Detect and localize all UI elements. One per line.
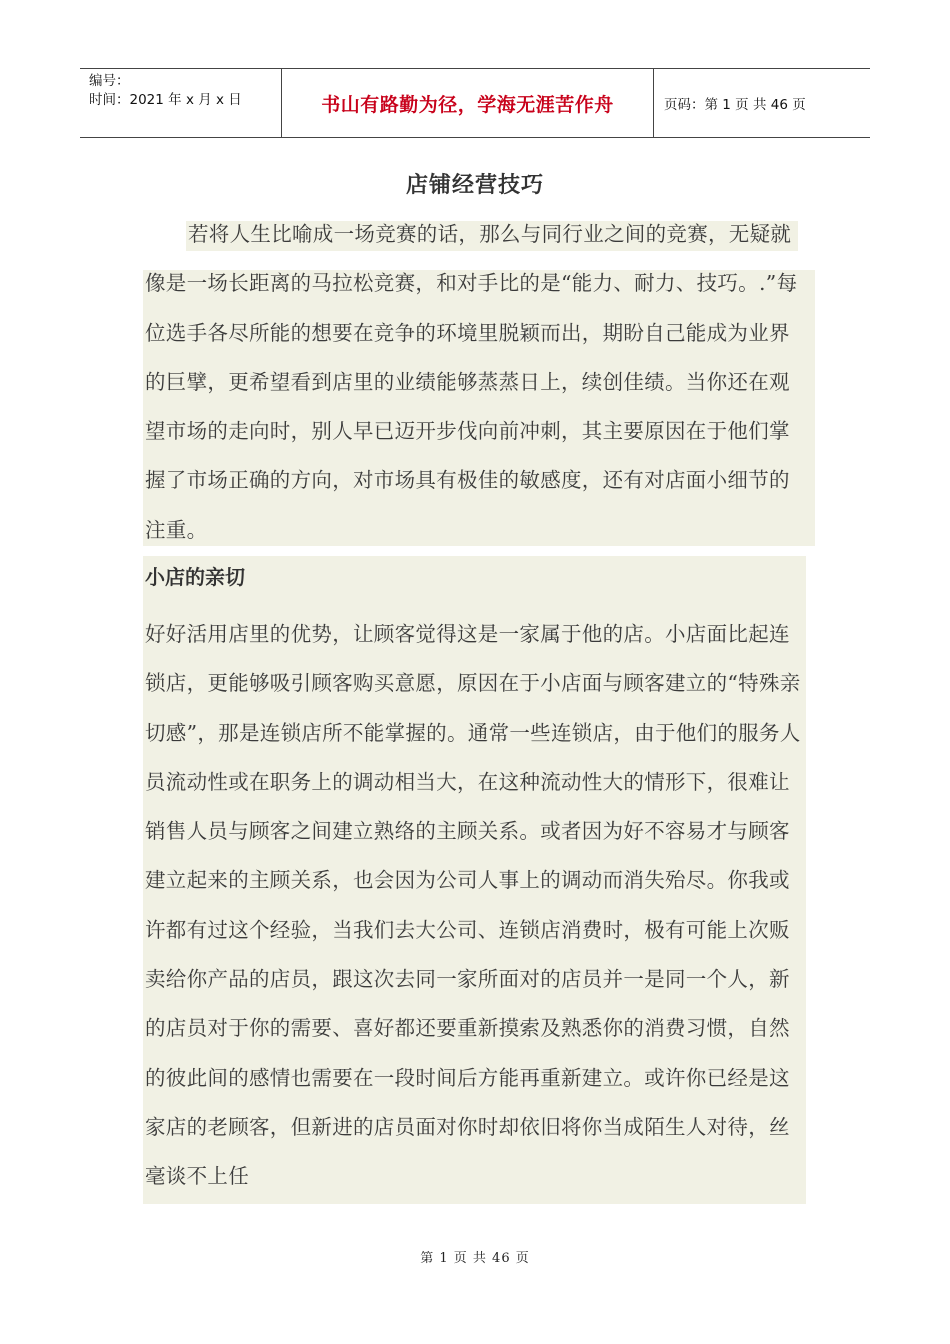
document-title: 店铺经营技巧 [405, 173, 544, 198]
header-page-info: 页码：第 1 页 共 46 页 [664, 97, 806, 113]
section-heading: 小店的亲切 [145, 565, 245, 589]
document-number-label: 编号： [89, 73, 130, 89]
header-motto: 书山有路勤为径，学海无涯苦作舟 [282, 69, 654, 137]
page-footer: 第 1 页 共 46 页 [420, 1251, 530, 1266]
header-meta [80, 69, 282, 137]
page-header [80, 68, 870, 138]
intro-paragraph: 若将人生比喻成一场竞赛的话，那么与同行业之间的竞赛，无疑就像是一场长距离的马拉松竞赛，和对手比的是“能力、耐力、技巧。.”每位选手各尽所能的想要在竞争的环境里脱颖而出，期盼自己能成为业界的巨擘，更希望看到店里的业绩能够蒸蒸日上，续创佳绩。当你还在观望市场的走向时，别人早已迈开步伐向前冲刺，其主要原因在于他们掌握了市场正确的方向，对市场具有极佳的敏感度，还有对店面小细节的注重。 [145, 222, 798, 542]
body-paragraph: 好好活用店里的优势，让顾客觉得这是一家属于他的店。小店面比起连锁店，更能够吸引顾客购买意愿，原因在于小店面与顾客建立的“特殊亲切感”，那是连锁店所不能掌握的。通常一些连锁店，由于他们的服务人员流动性或在职务上的调动相当大，在这种流动性大的情形下，很难让销售人员与顾客之间建立熟络的主顾关系。或者因为好不容易才与顾客建立起来的主顾关系，也会因为公司人事上的调动而消失殆尽。你我或许都有过这个经验，当我们去大公司、连锁店消费时，极有可能上次贩卖给你产品的店员，跟这次去同一家所面对的店员并一是同一个人，新的店员对于你的需要、喜好都还要重新摸索及熟悉你的消费习惯，自然的彼此间的感情也需要在一段时间后方能再重新建立。或许你已经是这家店的老顾客，但新进的店员面对你时却依旧将你当成陌生人对待，丝毫谈不上任 [145, 622, 801, 1189]
document-time-label: 时间：2021 年 x 月 x 日 [89, 92, 242, 108]
